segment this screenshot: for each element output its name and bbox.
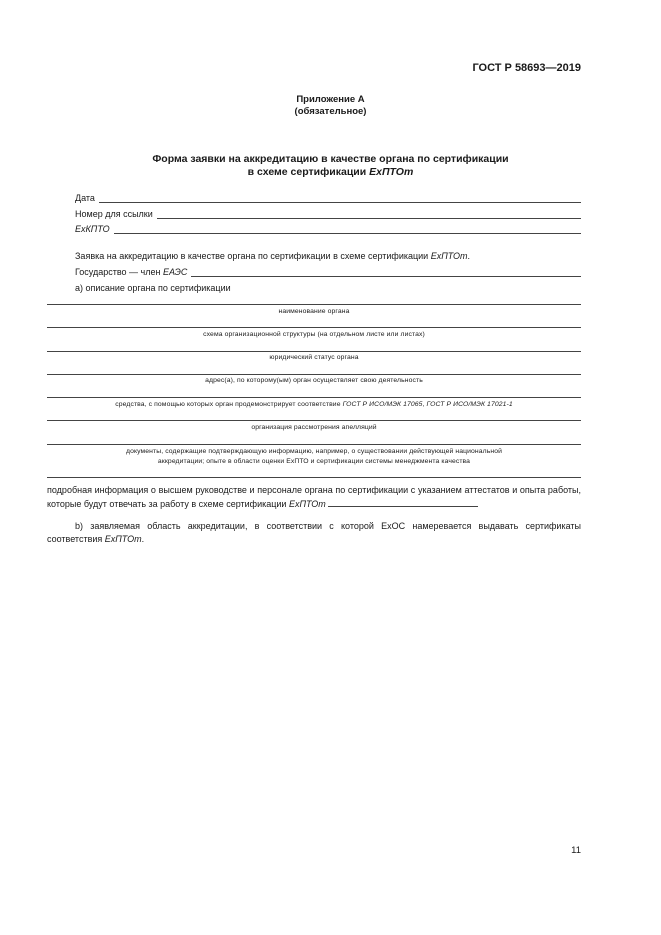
- caption-legal-status: юридический статус органа: [269, 354, 359, 361]
- caption-org-structure: схема организационной структуры (на отдельном листе или листах): [203, 331, 425, 338]
- date-field[interactable]: [75, 191, 581, 203]
- entry-line[interactable]: [47, 374, 581, 375]
- caption-supporting-docs: документы, содержащие подтверждающую информацию, например, о существовании действующей национальной аккредитации; опыте в области оценки ExПТО и сертификации системы менеджмента качества: [126, 448, 502, 465]
- expto-field[interactable]: [75, 222, 581, 234]
- entry-line[interactable]: [47, 397, 581, 398]
- expto-label: ExКПТО: [75, 224, 110, 234]
- appendix-title: Приложение А: [296, 94, 365, 105]
- management-info-paragraph: подробная информация о высшем руководстве и персонале органа по сертификации с указанием аттестатов и опыта работы, которые будут отвечать за работу в схеме сертификации ExПТОт: [47, 485, 581, 509]
- entry-line[interactable]: [47, 477, 581, 478]
- reference-number-line[interactable]: [157, 209, 581, 219]
- state-field[interactable]: [75, 265, 581, 277]
- section-a-heading: а) описание органа по сертификации: [75, 283, 231, 293]
- entry-line[interactable]: [47, 304, 581, 305]
- caption-address: адрес(а), по которому(ым) орган осуществляет свою деятельность: [205, 377, 423, 384]
- document-code: ГОСТ Р 58693—2019: [472, 62, 581, 74]
- caption-compliance-means: средства, с помощью которых орган продемонстрирует соответствие ГОСТ Р ИСО/МЭК 17065, ГОСТ Р ИСО/МЭК 17021-1: [115, 401, 513, 408]
- state-line[interactable]: [191, 267, 581, 277]
- accreditation-scope-paragraph: b) заявляемая область аккредитации, в соответствии с которой ExОС намеревается выдавать сертификаты соответствия ExПТОт.: [47, 521, 581, 544]
- form-title-line2: в схеме сертификации ExПТОт: [247, 166, 414, 178]
- appendix-status: (обязательное): [294, 106, 367, 117]
- entry-line[interactable]: [47, 351, 581, 352]
- entry-line[interactable]: [47, 327, 581, 328]
- state-label: Государство — член ЕАЭС: [75, 267, 188, 277]
- reference-number-field[interactable]: [75, 207, 581, 219]
- expto-line[interactable]: [114, 224, 581, 234]
- entry-line[interactable]: [47, 444, 581, 445]
- caption-appeals: организация рассмотрения апелляций: [251, 424, 377, 431]
- form-title-line1: Форма заявки на аккредитацию в качестве органа по сертификации: [152, 153, 509, 165]
- application-text: Заявка на аккредитацию в качестве органа по сертификации в схеме сертификации ExПТОт.: [75, 251, 471, 261]
- appendix-heading: [0, 94, 661, 118]
- reference-number-label: Номер для ссылки: [75, 209, 153, 219]
- date-line[interactable]: [99, 193, 581, 203]
- form-title: [0, 153, 661, 179]
- management-info-blank[interactable]: [328, 497, 478, 507]
- date-label: Дата: [75, 193, 95, 203]
- caption-body-name: наименование органа: [278, 308, 350, 315]
- page-number: 11: [571, 845, 581, 856]
- entry-line[interactable]: [47, 420, 581, 421]
